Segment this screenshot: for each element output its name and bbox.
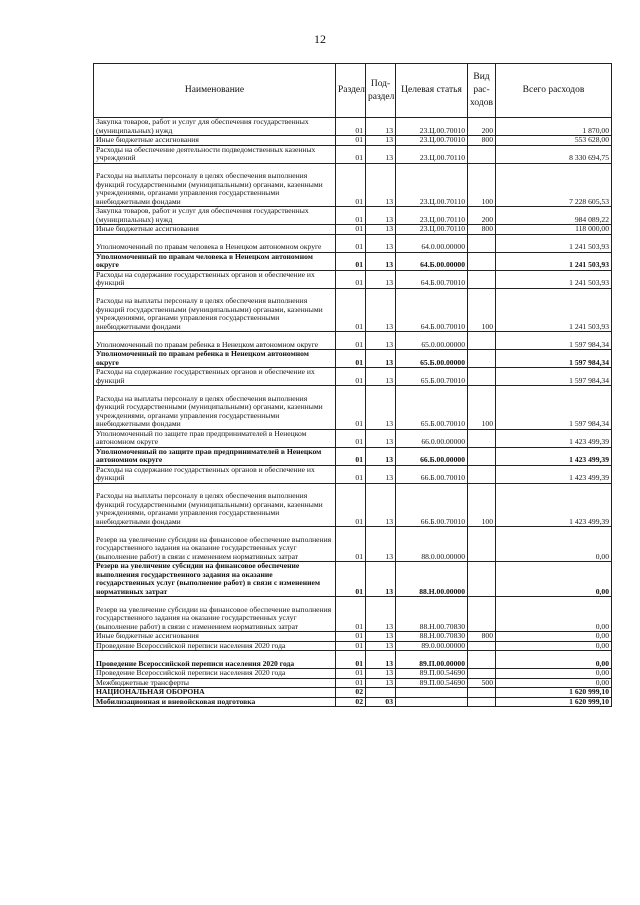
row-type: 500 bbox=[468, 678, 496, 688]
row-name: НАЦИОНАЛЬНАЯ ОБОРОНА bbox=[94, 688, 336, 698]
row-total: 1 241 503,93 bbox=[496, 270, 612, 288]
header-subsection: Под-раздел bbox=[366, 64, 396, 118]
table-row bbox=[94, 145, 612, 163]
row-target: 23.Ц.00.70110 bbox=[396, 145, 468, 163]
row-section: 01 bbox=[336, 429, 366, 447]
row-name: Мобилизационная и вневойсковая подготовка bbox=[94, 697, 336, 707]
row-name: Расходы на выплаты персоналу в целях обеспечения выполнения функций государственными (муниципальными) органами, казенными учреждениями, органами управления государственными внебюджетными фондами bbox=[94, 386, 336, 430]
row-section: 01 bbox=[336, 447, 366, 465]
row-total: 1 597 984,34 bbox=[496, 386, 612, 430]
row-name: Уполномоченный по правам ребенка в Ненецком автономном округе bbox=[94, 332, 336, 350]
row-name: Уполномоченный по защите прав предпринимателей в Ненецком автономном округе bbox=[94, 429, 336, 447]
row-type bbox=[468, 270, 496, 288]
row-type bbox=[468, 252, 496, 270]
table-row bbox=[94, 641, 612, 651]
row-section: 01 bbox=[336, 527, 366, 562]
header-name: Наименование bbox=[94, 64, 336, 118]
row-subsection: 13 bbox=[366, 386, 396, 430]
row-target: 65.Б.00.70010 bbox=[396, 386, 468, 430]
row-subsection: 13 bbox=[366, 429, 396, 447]
row-name: Проведение Всероссийской переписи населения 2020 года bbox=[94, 641, 336, 651]
table-row bbox=[94, 651, 612, 669]
row-subsection: 13 bbox=[366, 368, 396, 386]
table-row bbox=[94, 386, 612, 430]
row-name: Резерв на увеличение субсидии на финансовое обеспечение выполнения государственного задания на оказание государственных услуг (выполнение работ) в связи с изменением нормативных затрат bbox=[94, 527, 336, 562]
table-row bbox=[94, 163, 612, 207]
header-type: Вид рас-ходов bbox=[468, 64, 496, 118]
row-type: 100 bbox=[468, 163, 496, 207]
row-name: Иные бюджетные ассигнования bbox=[94, 136, 336, 146]
row-target: 64.0.00.00000 bbox=[396, 234, 468, 252]
row-type: 200 bbox=[468, 207, 496, 225]
row-type bbox=[468, 697, 496, 707]
row-section: 01 bbox=[336, 207, 366, 225]
row-name: Расходы на выплаты персоналу в целях обеспечения выполнения функций государственными (муниципальными) органами, казенными учреждениями, органами управления государственными внебюджетными фондами bbox=[94, 483, 336, 527]
row-total: 1 597 984,34 bbox=[496, 350, 612, 368]
row-subsection: 13 bbox=[366, 136, 396, 146]
row-section: 01 bbox=[336, 641, 366, 651]
row-type bbox=[468, 234, 496, 252]
row-total: 1 423 499,39 bbox=[496, 465, 612, 483]
row-target: 23.Ц.00.70110 bbox=[396, 207, 468, 225]
row-name: Расходы на содержание государственных органов и обеспечение их функций bbox=[94, 270, 336, 288]
row-name: Резерв на увеличение субсидии на финансовое обеспечение выполнения государственного задания на оказание государственных услуг (выполнение работ) в связи с изменением нормативных затрат bbox=[94, 597, 336, 632]
row-section: 01 bbox=[336, 368, 366, 386]
row-type: 800 bbox=[468, 632, 496, 642]
row-name: Расходы на содержание государственных органов и обеспечение их функций bbox=[94, 465, 336, 483]
row-subsection: 13 bbox=[366, 597, 396, 632]
row-target bbox=[396, 697, 468, 707]
table-row bbox=[94, 527, 612, 562]
row-subsection: 13 bbox=[366, 288, 396, 332]
row-type: 100 bbox=[468, 288, 496, 332]
table-row bbox=[94, 252, 612, 270]
row-type bbox=[468, 447, 496, 465]
row-total: 8 330 694,75 bbox=[496, 145, 612, 163]
row-type: 800 bbox=[468, 225, 496, 235]
table-body bbox=[94, 118, 612, 707]
row-target: 89.П.00.54690 bbox=[396, 678, 468, 688]
table-row bbox=[94, 597, 612, 632]
row-type bbox=[468, 429, 496, 447]
row-subsection: 13 bbox=[366, 562, 396, 597]
table-row bbox=[94, 669, 612, 679]
row-subsection: 13 bbox=[366, 483, 396, 527]
row-subsection: 13 bbox=[366, 225, 396, 235]
table-row bbox=[94, 288, 612, 332]
row-subsection: 13 bbox=[366, 651, 396, 669]
row-name: Расходы на содержание государственных органов и обеспечение их функций bbox=[94, 368, 336, 386]
row-name: Проведение Всероссийской переписи населения 2020 года bbox=[94, 651, 336, 669]
row-subsection: 13 bbox=[366, 234, 396, 252]
row-target: 65.Б.00.70010 bbox=[396, 368, 468, 386]
row-section: 01 bbox=[336, 145, 366, 163]
row-target: 23.Ц.00.70110 bbox=[396, 225, 468, 235]
table-row bbox=[94, 350, 612, 368]
header-target: Целевая статья bbox=[396, 64, 468, 118]
row-target: 88.Н.00.70830 bbox=[396, 632, 468, 642]
row-target: 88.0.00.00000 bbox=[396, 527, 468, 562]
row-section: 01 bbox=[336, 632, 366, 642]
table-row bbox=[94, 562, 612, 597]
row-total: 1 597 984,34 bbox=[496, 332, 612, 350]
row-section: 01 bbox=[336, 136, 366, 146]
row-target: 89.0.00.00000 bbox=[396, 641, 468, 651]
row-subsection: 13 bbox=[366, 252, 396, 270]
row-section: 01 bbox=[336, 669, 366, 679]
row-target: 64.Б.00.70010 bbox=[396, 270, 468, 288]
row-type bbox=[468, 350, 496, 368]
row-total: 1 423 499,39 bbox=[496, 483, 612, 527]
row-target: 66.Б.00.70010 bbox=[396, 483, 468, 527]
row-target: 66.0.00.00000 bbox=[396, 429, 468, 447]
table-header-row bbox=[94, 64, 612, 118]
row-target: 23.Ц.00.70110 bbox=[396, 163, 468, 207]
row-subsection: 13 bbox=[366, 527, 396, 562]
row-section: 01 bbox=[336, 483, 366, 527]
row-total: 1 241 503,93 bbox=[496, 252, 612, 270]
row-section: 01 bbox=[336, 350, 366, 368]
row-target: 64.Б.00.00000 bbox=[396, 252, 468, 270]
row-name: Межбюджетные трансферты bbox=[94, 678, 336, 688]
row-target: 23.Ц.00.70010 bbox=[396, 136, 468, 146]
row-target: 23.Ц.00.70010 bbox=[396, 118, 468, 136]
table-row bbox=[94, 225, 612, 235]
row-type bbox=[468, 562, 496, 597]
row-total: 1 241 503,93 bbox=[496, 234, 612, 252]
row-name: Иные бюджетные ассигнования bbox=[94, 225, 336, 235]
table-row bbox=[94, 270, 612, 288]
table-row bbox=[94, 207, 612, 225]
row-section: 01 bbox=[336, 225, 366, 235]
row-section: 01 bbox=[336, 234, 366, 252]
row-subsection: 13 bbox=[366, 163, 396, 207]
row-section: 01 bbox=[336, 651, 366, 669]
table-row bbox=[94, 697, 612, 707]
row-subsection: 13 bbox=[366, 641, 396, 651]
row-target: 89.П.00.54690 bbox=[396, 669, 468, 679]
row-name: Уполномоченный по защите прав предпринимателей в Ненецком автономном округе bbox=[94, 447, 336, 465]
row-section: 01 bbox=[336, 118, 366, 136]
row-type bbox=[468, 145, 496, 163]
row-subsection: 13 bbox=[366, 270, 396, 288]
row-total: 1 597 984,34 bbox=[496, 368, 612, 386]
row-section: 01 bbox=[336, 332, 366, 350]
row-section: 01 bbox=[336, 678, 366, 688]
row-type bbox=[468, 641, 496, 651]
row-target: 66.Б.00.00000 bbox=[396, 447, 468, 465]
table-row bbox=[94, 465, 612, 483]
table-row bbox=[94, 332, 612, 350]
row-section: 01 bbox=[336, 252, 366, 270]
row-name: Уполномоченный по правам человека в Ненецком автономном округе bbox=[94, 252, 336, 270]
row-subsection: 13 bbox=[366, 669, 396, 679]
row-type bbox=[468, 527, 496, 562]
row-type: 100 bbox=[468, 483, 496, 527]
row-name: Закупка товаров, работ и услуг для обеспечения государственных (муниципальных) нужд bbox=[94, 207, 336, 225]
row-name: Расходы на выплаты персоналу в целях обеспечения выполнения функций государственными (муниципальными) органами, казенными учреждениями, органами управления государственными внебюджетными фондами bbox=[94, 288, 336, 332]
table-row bbox=[94, 632, 612, 642]
row-subsection: 13 bbox=[366, 207, 396, 225]
row-section: 01 bbox=[336, 270, 366, 288]
row-total: 0,00 bbox=[496, 597, 612, 632]
row-total: 1 620 999,10 bbox=[496, 688, 612, 698]
row-subsection: 13 bbox=[366, 632, 396, 642]
row-target: 65.0.00.00000 bbox=[396, 332, 468, 350]
table-row bbox=[94, 483, 612, 527]
row-total: 553 628,00 bbox=[496, 136, 612, 146]
row-subsection bbox=[366, 688, 396, 698]
row-total: 0,00 bbox=[496, 632, 612, 642]
row-type: 100 bbox=[468, 386, 496, 430]
row-total: 0,00 bbox=[496, 669, 612, 679]
row-name: Уполномоченный по правам ребенка в Ненецком автономном округе bbox=[94, 350, 336, 368]
row-total: 0,00 bbox=[496, 678, 612, 688]
row-total: 118 000,00 bbox=[496, 225, 612, 235]
table-row bbox=[94, 118, 612, 136]
table-row bbox=[94, 234, 612, 252]
row-section: 01 bbox=[336, 386, 366, 430]
row-total: 7 228 605,53 bbox=[496, 163, 612, 207]
row-total: 1 620 999,10 bbox=[496, 697, 612, 707]
budget-table bbox=[93, 63, 612, 707]
row-section: 01 bbox=[336, 562, 366, 597]
row-subsection: 13 bbox=[366, 447, 396, 465]
row-section: 02 bbox=[336, 688, 366, 698]
table-row bbox=[94, 678, 612, 688]
header-section: Раздел bbox=[336, 64, 366, 118]
row-name: Иные бюджетные ассигнования bbox=[94, 632, 336, 642]
row-type: 200 bbox=[468, 118, 496, 136]
row-type bbox=[468, 688, 496, 698]
row-type bbox=[468, 669, 496, 679]
table-row bbox=[94, 447, 612, 465]
row-section: 01 bbox=[336, 465, 366, 483]
row-target: 64.Б.00.70010 bbox=[396, 288, 468, 332]
row-name: Резерв на увеличение субсидии на финансовое обеспечение выполнения государственного задания на оказание государственных услуг (выполнение работ) в связи с изменением нормативных затрат bbox=[94, 562, 336, 597]
row-total: 1 870,00 bbox=[496, 118, 612, 136]
row-type: 800 bbox=[468, 136, 496, 146]
row-total: 0,00 bbox=[496, 641, 612, 651]
row-name: Расходы на обеспечение деятельности подведомственных казенных учреждений bbox=[94, 145, 336, 163]
row-name: Закупка товаров, работ и услуг для обеспечения государственных (муниципальных) нужд bbox=[94, 118, 336, 136]
row-subsection: 03 bbox=[366, 697, 396, 707]
row-target: 88.Н.00.70830 bbox=[396, 597, 468, 632]
row-subsection: 13 bbox=[366, 145, 396, 163]
table-row bbox=[94, 368, 612, 386]
row-subsection: 13 bbox=[366, 350, 396, 368]
row-total: 0,00 bbox=[496, 651, 612, 669]
row-target: 89.П.00.00000 bbox=[396, 651, 468, 669]
row-total: 984 089,22 bbox=[496, 207, 612, 225]
row-section: 01 bbox=[336, 597, 366, 632]
row-subsection: 13 bbox=[366, 118, 396, 136]
row-type bbox=[468, 597, 496, 632]
row-name: Уполномоченный по правам человека в Ненецком автономном округе bbox=[94, 234, 336, 252]
row-total: 0,00 bbox=[496, 527, 612, 562]
row-name: Расходы на выплаты персоналу в целях обеспечения выполнения функций государственными (муниципальными) органами, казенными учреждениями, органами управления государственными внебюджетными фондами bbox=[94, 163, 336, 207]
row-total: 1 241 503,93 bbox=[496, 288, 612, 332]
row-subsection: 13 bbox=[366, 465, 396, 483]
row-total: 1 423 499,39 bbox=[496, 447, 612, 465]
table-row bbox=[94, 429, 612, 447]
row-section: 01 bbox=[336, 288, 366, 332]
table-row bbox=[94, 688, 612, 698]
row-name: Проведение Всероссийской переписи населения 2020 года bbox=[94, 669, 336, 679]
page-number: 12 bbox=[314, 32, 326, 46]
row-total: 0,00 bbox=[496, 562, 612, 597]
header-total: Всего расходов bbox=[496, 64, 612, 118]
row-subsection: 13 bbox=[366, 678, 396, 688]
row-section: 02 bbox=[336, 697, 366, 707]
row-type bbox=[468, 651, 496, 669]
row-total: 1 423 499,39 bbox=[496, 429, 612, 447]
row-type bbox=[468, 368, 496, 386]
row-target: 88.Н.00.00000 bbox=[396, 562, 468, 597]
row-type bbox=[468, 332, 496, 350]
row-target: 66.Б.00.70010 bbox=[396, 465, 468, 483]
row-target: 65.Б.00.00000 bbox=[396, 350, 468, 368]
row-subsection: 13 bbox=[366, 332, 396, 350]
table-row bbox=[94, 136, 612, 146]
row-section: 01 bbox=[336, 163, 366, 207]
row-target bbox=[396, 688, 468, 698]
row-type bbox=[468, 465, 496, 483]
